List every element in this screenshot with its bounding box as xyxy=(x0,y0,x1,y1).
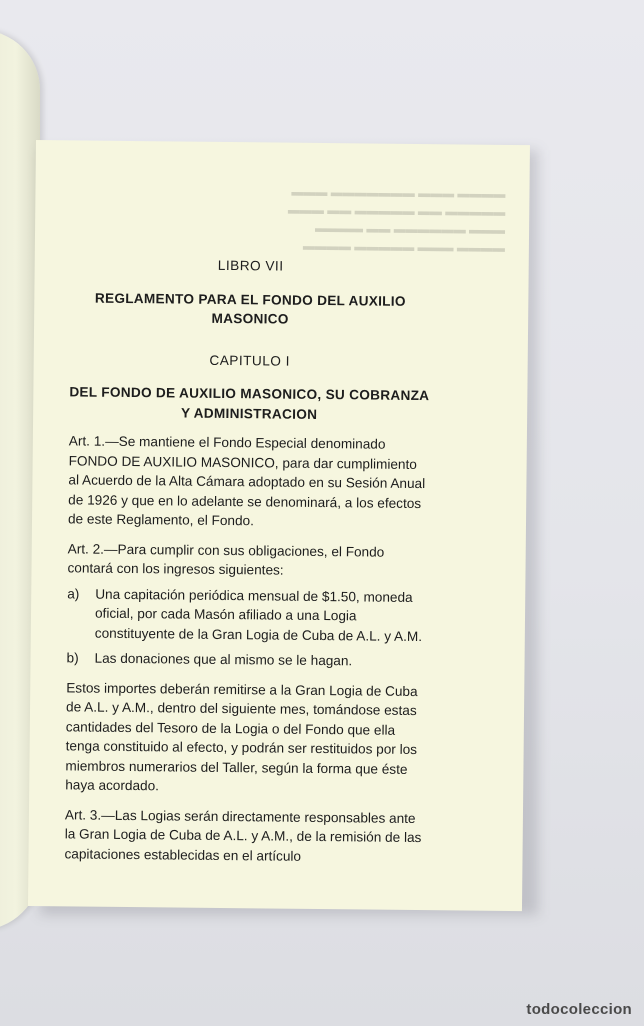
list-item xyxy=(67,584,428,646)
item-text: Las donaciones que al mismo se le hagan. xyxy=(94,650,353,669)
item-text: Una capitación periódica mensual de $1.50, moneda oficial, por cada Masón afiliado a una Logia constituyente de la Gran Logia de Cuba de A.L. y A.M. xyxy=(94,586,423,644)
book-number: LIBRO VII xyxy=(217,257,284,274)
item-letter: a) xyxy=(67,585,80,601)
item-letter: b) xyxy=(66,650,79,666)
watermark-text: todocoleccion xyxy=(526,1001,632,1018)
book-page xyxy=(28,140,530,911)
article-2: Art. 2.—Para cumplir con sus obligaciones, el Fondo contará con los ingresos siguientes: xyxy=(67,540,385,578)
article-1: Art. 1.—Se mantiene el Fondo Especial denominado FONDO DE AUXILIO MASONICO, para dar cumplimiento al Acuerdo de la Alta Cámara adoptado en su Sesión Anual de 1926 y que en lo adelante se denominará, a los efectos de este Reglamento, el Fondo. xyxy=(67,433,426,529)
chapter-number: CAPITULO I xyxy=(209,352,291,369)
document-title: REGLAMENTO PARA EL FONDO DEL AUXILIO MASONICO xyxy=(94,290,406,327)
paragraph-remittance: Estos importes deberán remitirse a la Gran Logia de Cuba de A.L. y A.M., dentro del siguiente mes, tomándose estas cantidades del Tesoro de la Logia o del Fondo que ella tenga constituido al efecto, y podrán ser restituidos por los miembros numerarios del Taller, según la forma que éste haya acordado. xyxy=(65,679,418,794)
page-content xyxy=(64,240,431,867)
chapter-title: DEL FONDO DE AUXILIO MASONICO, SU COBRANZA Y ADMINISTRACION xyxy=(69,384,430,422)
bleed-through-text: ▬▬▬▬ ▬▬▬ ▬▬▬▬▬▬▬ ▬▬▬ ▬▬▬▬▬ ▬▬ ▬▬▬▬▬ ▬▬ ▬▬▬ ▬▬▬ ▬▬▬▬▬▬ ▬▬ ▬▬▬▬ ▬▬▬▬ ▬▬▬ ▬▬▬▬▬ ▬▬▬▬ xyxy=(287,184,506,255)
article-3: Art. 3.—Las Logias serán directamente responsables ante la Gran Logia de Cuba de A.L. y A.M., de la remisión de las capitaciones establecidas en el artículo xyxy=(64,806,422,864)
watermark-logo xyxy=(526,1001,632,1018)
list-item xyxy=(66,648,426,671)
